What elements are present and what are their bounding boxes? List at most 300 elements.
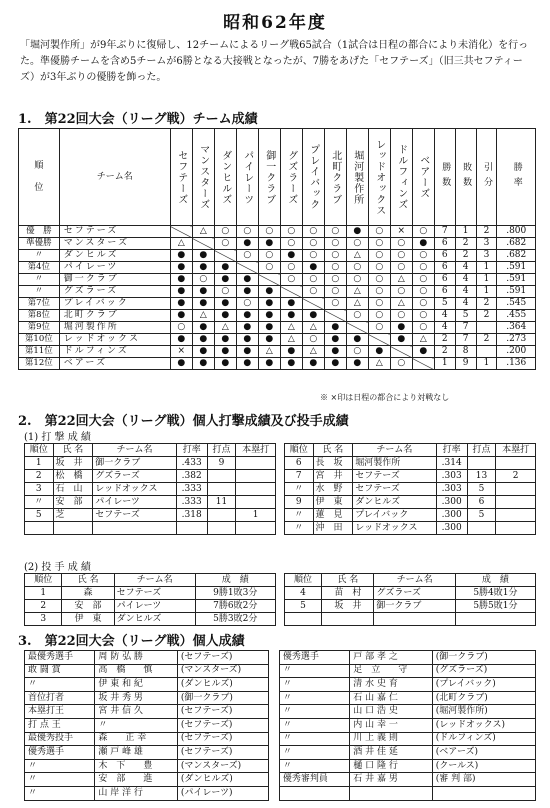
standings-row <box>19 238 536 250</box>
pitching-header: 成 績 <box>195 574 275 587</box>
result-cell: ● <box>170 310 192 322</box>
result-cell: ● <box>390 334 412 346</box>
result-cell: ○ <box>214 226 236 238</box>
rank-cell: 第11位 <box>19 346 60 358</box>
diagonal-cell <box>214 250 236 262</box>
batting-cell: セフテーズ <box>93 509 176 522</box>
rank-cell: 〃 <box>19 274 60 286</box>
result-cell: △ <box>302 346 324 358</box>
award-cell: (堀河製作所) <box>432 705 535 719</box>
result-cell: ● <box>192 286 214 298</box>
award-cell: 〃 <box>279 691 349 705</box>
award-cell: (セフテーズ) <box>177 718 268 732</box>
award-cell: 〃 <box>279 705 349 719</box>
award-row <box>25 705 536 719</box>
result-cell: ● <box>368 346 390 358</box>
result-cell: ● <box>258 310 280 322</box>
batting-cell: 芝 <box>53 509 93 522</box>
award-cell: 樋 口 隆 行 <box>350 759 433 773</box>
result-cell: △ <box>280 334 302 346</box>
spacer <box>275 600 284 613</box>
result-cell: ● <box>346 334 368 346</box>
batting-cell <box>53 522 93 535</box>
pitching-header: 順位 <box>25 574 62 587</box>
result-cell: ● <box>258 298 280 310</box>
spacer <box>275 522 284 535</box>
opponent-header <box>390 129 412 226</box>
batting-cell: 〃 <box>284 483 313 496</box>
award-cell: 〃 <box>25 678 95 692</box>
batting-cell: .300 <box>436 496 467 509</box>
result-cell: ○ <box>302 250 324 262</box>
team-header: チーム名 <box>59 129 170 226</box>
award-cell: (プレイバック) <box>432 678 535 692</box>
result-cell: ● <box>170 298 192 310</box>
stat-cell-l: 1 <box>455 226 476 238</box>
batting-cell: 石 山 <box>53 483 93 496</box>
opponent-name: プレイバック <box>307 144 319 210</box>
result-cell: ○ <box>368 226 390 238</box>
standings-row <box>19 226 536 238</box>
batting-cell: 堀河製作所 <box>353 457 436 470</box>
award-cell: 優秀審判員 <box>279 773 349 787</box>
award-row <box>25 691 536 705</box>
result-cell: ○ <box>214 286 236 298</box>
pitching-cell: 伊 東 <box>62 613 114 626</box>
result-cell: △ <box>170 238 192 250</box>
opponent-header <box>192 129 214 226</box>
result-cell: ○ <box>412 286 434 298</box>
pitching-cell: 森 <box>62 587 114 600</box>
result-cell: ● <box>236 346 258 358</box>
batting-row <box>25 483 536 496</box>
stat-cell-d: 2 <box>476 334 497 346</box>
pitching-cell: 5勝3敗2分 <box>195 613 275 626</box>
stat-header: 敗数 <box>455 129 476 226</box>
batting-cell: 宮 井 <box>313 470 353 483</box>
result-cell: ● <box>170 262 192 274</box>
award-cell: (パイレーツ) <box>177 786 268 800</box>
pitching-cell: グズラーズ <box>374 587 455 600</box>
stat-cell-w: 6 <box>434 250 455 262</box>
batting-header-row <box>25 444 536 457</box>
result-cell: ● <box>302 310 324 322</box>
section-1-heading: 1. 第22回大会（リーグ戦）チーム成績 <box>18 112 258 127</box>
pitching-cell <box>374 613 455 626</box>
spacer <box>268 691 279 705</box>
pitching-cell: 1 <box>25 587 62 600</box>
result-cell: ○ <box>258 226 280 238</box>
award-cell: 足 立 守 <box>350 664 433 678</box>
result-cell: ● <box>192 334 214 346</box>
result-cell: ● <box>324 322 346 334</box>
stat-header: 勝率 <box>497 129 536 226</box>
result-cell: ● <box>236 310 258 322</box>
diagonal-cell <box>192 238 214 250</box>
award-cell: 最優秀選手 <box>25 651 95 665</box>
result-cell: ○ <box>412 250 434 262</box>
batting-cell: 〃 <box>284 509 313 522</box>
result-cell: ○ <box>368 238 390 250</box>
award-row <box>25 746 536 760</box>
result-cell: ● <box>236 334 258 346</box>
rank-cell: 第10位 <box>19 334 60 346</box>
award-cell: (御一クラブ) <box>177 691 268 705</box>
result-cell: ● <box>258 238 280 250</box>
team-cell: ドルフィンズ <box>59 346 170 358</box>
batting-cell: 安 部 <box>53 496 93 509</box>
batting-cell: 〃 <box>284 522 313 535</box>
result-cell: ● <box>324 334 346 346</box>
award-cell: (御一クラブ) <box>432 651 535 665</box>
result-cell: ○ <box>324 238 346 250</box>
stat-cell-pct: .682 <box>497 238 536 250</box>
result-cell: ○ <box>280 238 302 250</box>
opponent-name: ドルフィンズ <box>395 144 407 210</box>
opponent-name: 堀河製作所 <box>351 149 363 205</box>
award-cell: 石 山 嘉 仁 <box>350 691 433 705</box>
award-cell: 〃 <box>279 732 349 746</box>
diagonal-cell <box>324 310 346 322</box>
pitching-table <box>24 573 536 626</box>
pitching-cell: セフテーズ <box>114 587 195 600</box>
opponent-header <box>346 129 368 226</box>
stat-cell-l: 2 <box>455 250 476 262</box>
standings-row <box>19 250 536 262</box>
result-cell: ○ <box>390 286 412 298</box>
diagonal-cell <box>412 358 434 370</box>
result-cell: ● <box>346 226 368 238</box>
batting-cell: 沖 田 <box>313 522 353 535</box>
result-cell: △ <box>412 334 434 346</box>
batting-cell: 9 <box>284 496 313 509</box>
stat-cell-w: 2 <box>434 334 455 346</box>
result-cell: ○ <box>368 274 390 286</box>
award-cell: (マンスターズ) <box>177 664 268 678</box>
spacer <box>268 732 279 746</box>
award-cell <box>279 786 349 800</box>
result-cell: ● <box>170 250 192 262</box>
team-cell: セフテーズ <box>59 226 170 238</box>
stat-cell-pct: .682 <box>497 250 536 262</box>
spacer <box>275 470 284 483</box>
award-row <box>25 759 536 773</box>
award-cell: (レッドオックス) <box>432 718 535 732</box>
award-cell: (北町クラブ) <box>432 691 535 705</box>
result-cell: ● <box>390 322 412 334</box>
stat-cell-pct: .800 <box>497 226 536 238</box>
batting-cell: 〃 <box>25 496 54 509</box>
spacer <box>275 509 284 522</box>
rank-cell: 〃 <box>19 250 60 262</box>
result-cell: ● <box>192 298 214 310</box>
award-cell: 敢 闘 賞 <box>25 664 95 678</box>
batting-table <box>24 443 536 535</box>
award-cell <box>350 786 433 800</box>
result-cell: ○ <box>280 226 302 238</box>
award-cell: 宮 井 信 久 <box>95 705 178 719</box>
standings-row <box>19 286 536 298</box>
batting-cell: 5 <box>25 509 54 522</box>
batting-cell: 11 <box>207 496 236 509</box>
diagonal-cell <box>346 322 368 334</box>
pitching-cell: 9勝1敗3分 <box>195 587 275 600</box>
opponent-name: セフテーズ <box>175 149 187 205</box>
award-cell: 坂 井 秀 男 <box>95 691 178 705</box>
result-cell: ○ <box>412 322 434 334</box>
batting-cell <box>496 522 536 535</box>
result-cell: ● <box>280 310 302 322</box>
batting-cell <box>236 470 276 483</box>
result-cell: ○ <box>412 310 434 322</box>
pitching-header: チーム名 <box>114 574 195 587</box>
result-cell: ● <box>258 286 280 298</box>
result-cell: ● <box>170 274 192 286</box>
stat-header: 勝数 <box>434 129 455 226</box>
batting-header: チーム名 <box>353 444 436 457</box>
stat-cell-d: 1 <box>476 358 497 370</box>
batting-cell: グズラーズ <box>93 470 176 483</box>
batting-cell: .300 <box>436 509 467 522</box>
opponent-header <box>258 129 280 226</box>
batting-cell <box>236 457 276 470</box>
result-cell: ● <box>170 334 192 346</box>
stat-cell-w: 6 <box>434 262 455 274</box>
award-cell: 瀬 戸 峰 雄 <box>95 746 178 760</box>
award-cell: 〃 <box>279 759 349 773</box>
rank-cell: 〃 <box>19 286 60 298</box>
stat-cell-pct: .591 <box>497 274 536 286</box>
result-cell: ○ <box>390 238 412 250</box>
batting-cell <box>25 522 54 535</box>
spacer <box>275 483 284 496</box>
result-cell: ● <box>214 274 236 286</box>
stat-cell-l: 7 <box>455 322 476 334</box>
batting-cell: .433 <box>176 457 207 470</box>
award-cell: 〃 <box>25 773 95 787</box>
batting-row <box>25 522 536 535</box>
batting-cell <box>93 522 176 535</box>
result-cell: ● <box>170 358 192 370</box>
stat-cell-w: 5 <box>434 298 455 310</box>
result-cell: ○ <box>368 310 390 322</box>
spacer <box>275 444 284 457</box>
result-cell: ● <box>236 238 258 250</box>
pitching-cell: 苗 村 <box>322 587 374 600</box>
pitching-cell: 安 部 <box>62 600 114 613</box>
opponent-header <box>302 129 324 226</box>
batting-cell: 2 <box>25 470 54 483</box>
stat-cell-l: 7 <box>455 334 476 346</box>
team-cell: マンスターズ <box>59 238 170 250</box>
batting-cell: 5 <box>467 509 496 522</box>
pitching-cell <box>284 613 321 626</box>
result-cell: ○ <box>192 274 214 286</box>
result-cell: ● <box>346 358 368 370</box>
result-cell: △ <box>346 286 368 298</box>
result-cell: ● <box>192 346 214 358</box>
opponent-header <box>214 129 236 226</box>
batting-cell: 7 <box>284 470 313 483</box>
standings-row <box>19 298 536 310</box>
award-cell: 山 岸 洋 行 <box>95 786 178 800</box>
result-cell: ● <box>302 262 324 274</box>
result-cell: △ <box>258 346 280 358</box>
pitching-row <box>25 613 536 626</box>
result-cell: ● <box>236 322 258 334</box>
batting-header: 氏 名 <box>53 444 93 457</box>
batting-header: チーム名 <box>93 444 176 457</box>
result-cell: ○ <box>368 262 390 274</box>
award-cell: 安 部 進 <box>95 773 178 787</box>
diagonal-cell <box>302 298 324 310</box>
pitching-header: 氏 名 <box>62 574 114 587</box>
opponent-name: マンスターズ <box>197 144 209 210</box>
team-cell: ベアーズ <box>59 358 170 370</box>
result-cell: ● <box>324 358 346 370</box>
award-cell: 〃 <box>279 746 349 760</box>
result-cell: △ <box>214 322 236 334</box>
award-cell: (マンスターズ) <box>177 759 268 773</box>
award-row <box>25 718 536 732</box>
batting-cell: .303 <box>436 470 467 483</box>
result-cell: ○ <box>412 262 434 274</box>
stat-cell-w: 7 <box>434 226 455 238</box>
result-cell: ○ <box>412 274 434 286</box>
award-cell: (ベアーズ) <box>432 746 535 760</box>
batting-cell: .382 <box>176 470 207 483</box>
batting-cell: ダンヒルズ <box>353 496 436 509</box>
result-cell: ● <box>302 358 324 370</box>
result-cell: ● <box>192 322 214 334</box>
result-cell: ○ <box>236 298 258 310</box>
award-row <box>25 651 536 665</box>
spacer <box>268 678 279 692</box>
batting-cell: 1 <box>236 509 276 522</box>
award-cell: (セフテーズ) <box>177 732 268 746</box>
result-cell: ● <box>170 286 192 298</box>
batting-row <box>25 470 536 483</box>
batting-cell <box>236 522 276 535</box>
award-cell: (グズラーズ) <box>432 664 535 678</box>
result-cell: △ <box>302 322 324 334</box>
batting-subheading: (1) 打 撃 成 績 <box>24 432 91 443</box>
standings-row <box>19 310 536 322</box>
stat-cell-d: 1 <box>476 286 497 298</box>
team-cell: プレイバック <box>59 298 170 310</box>
batting-header: 本塁打 <box>236 444 276 457</box>
stat-cell-d: 1 <box>476 262 497 274</box>
result-cell: ● <box>192 250 214 262</box>
stat-cell-w: 2 <box>434 346 455 358</box>
batting-cell <box>467 457 496 470</box>
pitching-cell: 7勝6敗2分 <box>195 600 275 613</box>
batting-cell: 伊 東 <box>313 496 353 509</box>
award-row <box>25 664 536 678</box>
batting-header: 打点 <box>207 444 236 457</box>
result-cell: △ <box>280 322 302 334</box>
pitching-cell: 御一クラブ <box>374 600 455 613</box>
award-cell: 〃 <box>279 678 349 692</box>
result-cell: ● <box>258 358 280 370</box>
stat-cell-w: 6 <box>434 286 455 298</box>
result-cell: ● <box>324 346 346 358</box>
award-cell: (セフテーズ) <box>177 705 268 719</box>
result-cell: ○ <box>412 298 434 310</box>
batting-cell: 松 橋 <box>53 470 93 483</box>
team-cell: パイレーツ <box>59 262 170 274</box>
award-cell: 〃 <box>279 718 349 732</box>
team-cell: 北町クラブ <box>59 310 170 322</box>
diagonal-cell <box>236 262 258 274</box>
batting-row <box>25 496 536 509</box>
award-cell: 打 点 王 <box>25 718 95 732</box>
stat-cell-l: 4 <box>455 274 476 286</box>
spacer <box>268 786 279 800</box>
pitching-header: チーム名 <box>374 574 455 587</box>
result-cell: ○ <box>346 262 368 274</box>
batting-header: 氏 名 <box>313 444 353 457</box>
result-cell: ○ <box>390 262 412 274</box>
standings-row <box>19 322 536 334</box>
result-cell: ● <box>280 346 302 358</box>
standings-row <box>19 274 536 286</box>
award-row <box>25 732 536 746</box>
opponent-header <box>412 129 434 226</box>
pitching-header: 氏 名 <box>322 574 374 587</box>
result-cell: ○ <box>280 262 302 274</box>
pitching-cell: ダンヒルズ <box>114 613 195 626</box>
result-cell: △ <box>390 274 412 286</box>
stat-cell-w: 1 <box>434 358 455 370</box>
batting-row <box>25 509 536 522</box>
award-cell: 山 口 浩 史 <box>350 705 433 719</box>
team-standings-table <box>18 128 536 370</box>
result-cell: ● <box>214 298 236 310</box>
result-cell: × <box>170 346 192 358</box>
opponent-name: 御一クラブ <box>263 149 275 205</box>
batting-cell: パイレーツ <box>93 496 176 509</box>
result-cell: △ <box>192 310 214 322</box>
batting-cell <box>207 509 236 522</box>
result-cell: ○ <box>302 226 324 238</box>
batting-cell: 2 <box>496 470 536 483</box>
award-cell: 優秀選手 <box>279 651 349 665</box>
result-cell: ○ <box>302 286 324 298</box>
pitching-row <box>25 587 536 600</box>
batting-cell <box>236 496 276 509</box>
diagonal-cell <box>390 346 412 358</box>
batting-cell: 6 <box>284 457 313 470</box>
batting-cell: 蓮 見 <box>313 509 353 522</box>
award-cell: 〃 <box>279 664 349 678</box>
batting-cell: 9 <box>207 457 236 470</box>
result-cell: ● <box>192 262 214 274</box>
stat-cell-w: 6 <box>434 274 455 286</box>
stat-cell-pct: .364 <box>497 322 536 334</box>
batting-cell: 5 <box>467 483 496 496</box>
result-cell: ○ <box>346 310 368 322</box>
rank-cell: 第7位 <box>19 298 60 310</box>
batting-cell: .333 <box>176 483 207 496</box>
rank-cell: 第4位 <box>19 262 60 274</box>
batting-cell: プレイバック <box>353 509 436 522</box>
result-cell: ● <box>412 238 434 250</box>
batting-cell: 6 <box>467 496 496 509</box>
award-cell: 森 正 幸 <box>95 732 178 746</box>
result-cell: ○ <box>390 250 412 262</box>
stat-cell-pct: .136 <box>497 358 536 370</box>
